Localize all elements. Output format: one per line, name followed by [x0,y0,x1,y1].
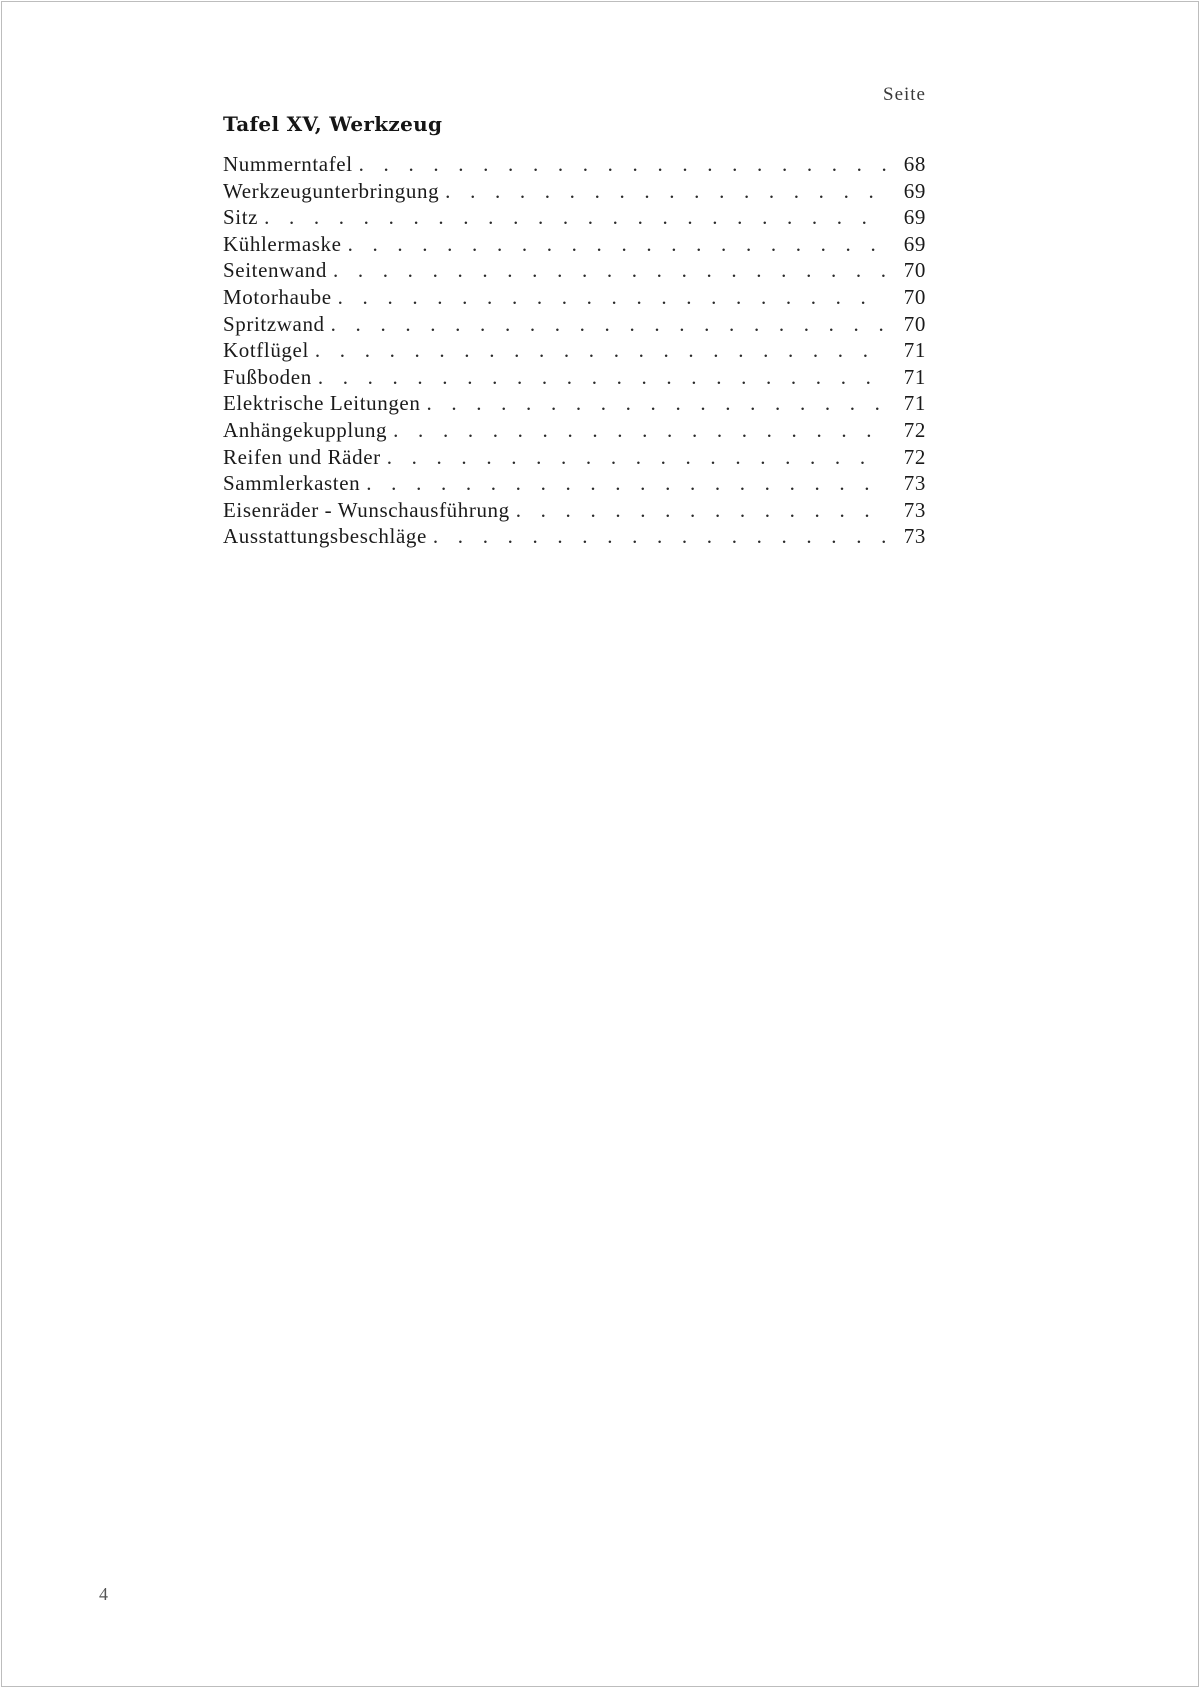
toc-entry-label: Ausstattungsbeschläge [223,524,427,549]
section-heading: Tafel XV, Werkzeug [223,112,443,136]
toc-entry-label: Seitenwand [223,258,327,283]
toc-entry-label: Werkzeugunterbringung [223,178,440,203]
page-column-label: Seite [883,84,926,105]
toc-entry-label: Motorhaube [223,284,332,309]
toc-entry-label: Anhängekupplung [223,417,388,442]
toc-entry [223,418,926,445]
toc-dot-leader [359,152,886,177]
page-number: 4 [99,1584,108,1604]
toc-entry-page: 69 [903,178,926,203]
toc-entry [223,365,926,392]
toc-dot-leader [426,391,886,416]
toc-entry [223,285,926,312]
toc-entry [223,312,926,339]
toc-dot-leader [315,338,886,363]
toc-entry-page: 69 [903,205,926,230]
toc-dot-leader [366,471,886,496]
toc-dot-leader [331,312,886,337]
toc-dot-leader [387,445,886,470]
toc-dot-leader [333,258,886,283]
toc-entry [223,338,926,365]
toc-entry-page: 71 [903,391,926,416]
toc-entry-label: Sammlerkasten [223,471,361,496]
toc-entry [223,471,926,498]
table-of-contents [223,152,926,551]
toc-entry-page: 68 [903,152,926,176]
toc-entry-label: Reifen und Räder [223,444,381,469]
toc-dot-leader [516,498,886,523]
toc-dot-leader [393,418,886,443]
toc-entry [223,205,926,232]
toc-entry-page: 73 [903,524,926,549]
toc-entry-label: Spritzwand [223,311,325,336]
toc-entry-page: 70 [903,311,926,336]
toc-entry-label: Fußboden [223,364,312,389]
toc-entry-label: Sitz [223,205,259,230]
toc-entry-page: 72 [903,417,926,442]
toc-entry [223,445,926,472]
toc-entry-label: Eisenräder - Wunschausführung [223,497,510,522]
toc-entry-label: Kotflügel [223,338,309,363]
toc-entry-page: 69 [903,231,926,256]
toc-entry [223,498,926,525]
toc-entry [223,232,926,259]
toc-dot-leader [338,285,886,310]
toc-entry-page: 72 [903,444,926,469]
toc-entry-page: 71 [903,364,926,389]
toc-entry-page: 73 [903,497,926,522]
toc-dot-leader [318,365,886,390]
toc-entry-page: 71 [903,338,926,363]
toc-dot-leader [433,524,886,549]
document-page [1,1,1199,1687]
toc-entry-label: Kühlermaske [223,231,342,256]
toc-entry-label: Nummerntafel [223,152,353,176]
toc-dot-leader [348,232,886,257]
toc-entry-page: 73 [903,471,926,496]
toc-entry [223,152,926,179]
toc-entry [223,391,926,418]
toc-entry [223,524,926,551]
toc-entry [223,258,926,285]
toc-entry [223,179,926,206]
toc-dot-leader [445,179,886,204]
toc-entry-page: 70 [903,258,926,283]
toc-entry-label: Elektrische Leitungen [223,391,421,416]
toc-dot-leader [264,205,886,230]
toc-entry-page: 70 [903,284,926,309]
